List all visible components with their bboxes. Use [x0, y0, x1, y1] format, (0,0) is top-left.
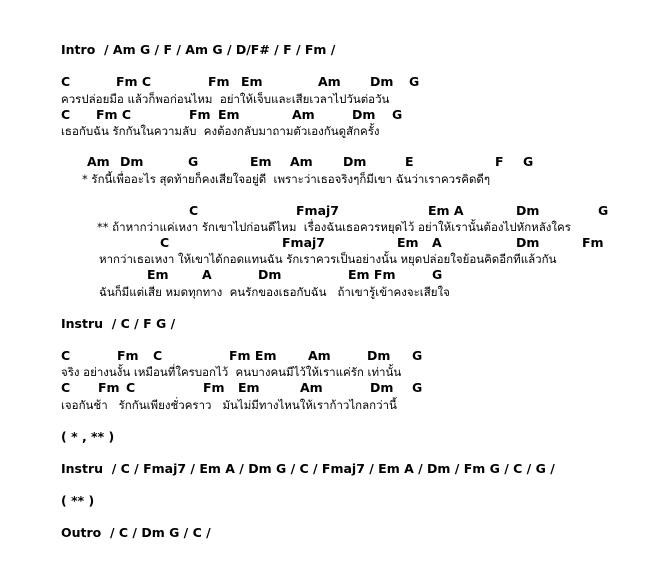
- chorus2-lyric-1: ** ถ้าหากว่าแค่เหงา รักเขาไปก่อนดีไหม เรื่องฉันเธอควรหยุดไว้ อย่าให้เรานั้นต้องไปหักหลังใคร: [97, 220, 571, 234]
- chord: Em: [241, 74, 263, 89]
- intro-line: Intro / Am G / F / Am G / D/F# / F / Fm /: [61, 42, 336, 57]
- chord: A: [432, 235, 442, 250]
- chord: E: [405, 154, 414, 169]
- chord: C: [153, 348, 163, 363]
- chord: Am: [308, 348, 331, 363]
- verse2-lyric-1: จริง อย่างนงั้น เหมือนที่ใครบอกไว้ คนบางคนมีไว้ให้เราแค่รัก เท่านั้น: [61, 365, 402, 379]
- chord: C: [160, 235, 170, 250]
- chord: Am: [292, 107, 315, 122]
- chord: G: [412, 380, 423, 395]
- chord: Fm Em: [229, 348, 277, 363]
- chord: Em: [218, 107, 240, 122]
- chord: C: [61, 107, 71, 122]
- chorus1-chords: [0, 154, 670, 170]
- chord: Am: [290, 154, 313, 169]
- chord: Em A: [428, 203, 464, 218]
- chord: Em: [238, 380, 260, 395]
- chord: Fm: [189, 107, 211, 122]
- chorus2-lyric-3: ฉันก็มีแต่เสีย หมดทุกทาง คนรักของเธอกับฉัน ถ้าเขารู้เข้าคงจะเสียใจ: [99, 285, 450, 299]
- chord: C: [61, 74, 71, 89]
- chord: Dm: [370, 74, 394, 89]
- chorus1-lyric: * รักนี้เพื่ออะไร สุดท้ายก็คงเสียใจอยู่ดี เพราะว่าเธอจริงๆก็มีเขา ฉันว่าเราควรคิดดีๆ: [82, 172, 491, 186]
- chord: Am: [318, 74, 341, 89]
- chord: Em Fm: [348, 267, 396, 282]
- chord: Fm: [117, 348, 139, 363]
- chord: A: [202, 267, 212, 282]
- chord: Fm: [203, 380, 225, 395]
- verse1-lyric-1: ควรปล่อยมือ แล้วก็พอก่อนไหม อย่าให้เจ็บและเสียเวลาไปวันต่อวัน: [61, 92, 390, 106]
- chord: Fm C: [96, 107, 132, 122]
- verse2-lyric-2: เจอกันช้า รักกันเพียงชั่วคราว มันไม่มีทางไหนให้เราก้าวไกลกว่านี้: [61, 398, 397, 412]
- chord: F: [495, 154, 504, 169]
- chord: G: [523, 154, 534, 169]
- outro-line: Outro / C / Dm G / C /: [61, 525, 211, 540]
- chord: Fm: [208, 74, 230, 89]
- chorus2-chords-3: [0, 267, 670, 283]
- chord: C: [61, 348, 71, 363]
- repeat-marker-1: ( * , ** ): [61, 429, 115, 444]
- chord: G: [188, 154, 199, 169]
- verse2-chords-2: [0, 380, 670, 396]
- chord: G: [409, 74, 420, 89]
- instru-line-2: Instru / C / Fmaj7 / Em A / Dm G / C / Fmaj7 / Em A / Dm / Fm G / C / G /: [61, 461, 555, 476]
- chord: Dm: [516, 203, 540, 218]
- chord: Fm: [98, 380, 120, 395]
- chord: C: [61, 380, 71, 395]
- chord: Dm: [258, 267, 282, 282]
- chord: Dm: [367, 348, 391, 363]
- chord: Dm: [352, 107, 376, 122]
- chord: C: [189, 203, 199, 218]
- chord: Fm: [582, 235, 604, 250]
- verse1-lyric-2: เธอกับฉัน รักกันในความลับ คงต้องกลับมาถามตัวเองกันดูสักครั้ง: [61, 124, 380, 138]
- verse1-chords-2: [0, 107, 670, 123]
- chorus2-chords-1: [0, 203, 670, 219]
- chord: C: [126, 380, 136, 395]
- instru-line-1: Instru / C / F G /: [61, 316, 176, 331]
- chord: G: [412, 348, 423, 363]
- chord: Em: [250, 154, 272, 169]
- chord: G: [432, 267, 443, 282]
- chord: Em: [397, 235, 419, 250]
- chorus2-chords-2: [0, 235, 670, 251]
- chord: Dm: [120, 154, 144, 169]
- repeat-marker-2: ( ** ): [61, 493, 95, 508]
- chord: Am: [87, 154, 110, 169]
- chord: Fmaj7: [296, 203, 339, 218]
- chord: Em: [147, 267, 169, 282]
- verse1-chords-1: [0, 74, 670, 90]
- chord: G: [392, 107, 403, 122]
- chord: G: [598, 203, 609, 218]
- chord: Dm: [370, 380, 394, 395]
- chord: Fm C: [116, 74, 152, 89]
- verse2-chords-1: [0, 348, 670, 364]
- chord: Dm: [516, 235, 540, 250]
- chord: Am: [300, 380, 323, 395]
- chorus2-lyric-2: หากว่าเธอเหงา ให้เขาได้กอดแทนฉัน รักเราควรเป็นอย่างนั้น หยุดปล่อยใจย้อนคิดอีกทีแล้วกัน: [99, 252, 557, 266]
- chord: Fmaj7: [282, 235, 325, 250]
- chord: Dm: [343, 154, 367, 169]
